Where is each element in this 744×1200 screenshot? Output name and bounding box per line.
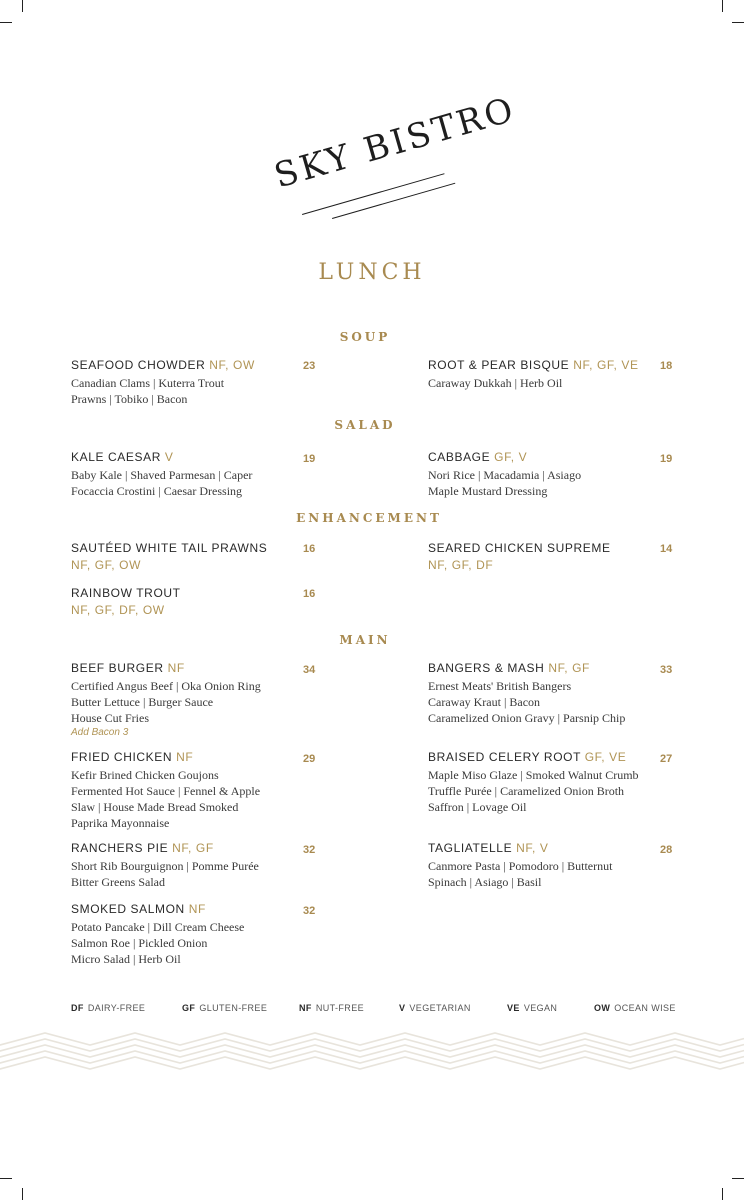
menu-item-root-pear-bisque — [428, 357, 653, 391]
dietary-tags: V — [164, 450, 174, 464]
item-price: 29 — [303, 753, 316, 765]
legend-code: DF — [71, 1003, 84, 1013]
menu-item-smoked-salmon — [71, 901, 296, 967]
dietary-tags: NF, OW — [209, 358, 255, 372]
dietary-tags: NF — [188, 902, 206, 916]
item-description: Canmore Pasta | Pomodoro | Butternut Spinach | Asiago | Basil — [428, 859, 613, 889]
legend-nf — [299, 1003, 364, 1013]
item-price: 18 — [660, 360, 673, 372]
item-price: 28 — [660, 844, 673, 856]
item-name — [428, 449, 653, 466]
crop-mark — [0, 22, 12, 23]
legend-code: VE — [507, 1003, 520, 1013]
dietary-tags: NF, GF, OW — [71, 558, 141, 572]
item-name-text: CABBAGE — [428, 450, 491, 464]
dietary-tags: NF, GF, VE — [573, 358, 639, 372]
item-description: Certified Angus Beef | Oka Onion Ring Butter Lettuce | Burger Sauce House Cut Fries — [71, 679, 261, 725]
legend-label: DAIRY-FREE — [87, 1003, 146, 1013]
item-name — [428, 357, 653, 374]
zigzag-line — [0, 1033, 744, 1045]
brand-logo-text: SKY BISTRO — [270, 89, 521, 197]
item-name: RAINBOW TROUT — [71, 586, 181, 600]
legend-label: VEGETARIAN — [409, 1003, 471, 1013]
legend-ow — [594, 1003, 676, 1013]
item-name-text: SEAFOOD CHOWDER — [71, 358, 206, 372]
menu-item-prawns — [71, 540, 296, 574]
item-name-text: TAGLIATELLE — [428, 841, 513, 855]
item-price: 16 — [303, 588, 316, 600]
crop-mark — [0, 1178, 12, 1179]
item-name — [428, 660, 653, 677]
item-price: 32 — [303, 844, 316, 856]
item-name — [71, 749, 296, 766]
item-price: 27 — [660, 753, 673, 765]
item-name — [71, 840, 296, 857]
legend-label: GLUTEN-FREE — [199, 1003, 268, 1013]
item-price: 34 — [303, 664, 316, 676]
dietary-tags: NF — [176, 750, 194, 764]
dietary-tags: GF, VE — [584, 750, 627, 764]
dietary-tags: NF, GF, DF, OW — [71, 603, 165, 617]
crop-mark — [22, 0, 23, 12]
legend-code: NF — [299, 1003, 312, 1013]
item-name — [71, 660, 296, 677]
item-name-text: BRAISED CELERY ROOT — [428, 750, 581, 764]
item-name-text: FRIED CHICKEN — [71, 750, 173, 764]
menu-item-tagliatelle — [428, 840, 653, 890]
legend-code: V — [399, 1003, 406, 1013]
item-description: Potato Pancake | Dill Cream Cheese Salmon Roe | Pickled Onion Micro Salad | Herb Oil — [71, 920, 245, 966]
dietary-tags: GF, V — [494, 450, 528, 464]
item-description: Canadian Clams | Kuterra Trout Prawns | Tobiko | Bacon — [71, 376, 225, 406]
crop-mark — [722, 1188, 723, 1200]
dietary-tags: NF — [167, 661, 185, 675]
item-name — [71, 449, 296, 466]
menu-item-beef-burger — [71, 660, 296, 738]
item-addon: Add Bacon 3 — [71, 727, 129, 738]
item-name-text: BEEF BURGER — [71, 661, 164, 675]
legend-gf — [182, 1003, 267, 1013]
zigzag-pattern — [0, 1025, 744, 1075]
section-title-enhancement: ENHANCEMENT — [296, 511, 442, 525]
crop-mark — [732, 22, 744, 23]
legend-code: GF — [182, 1003, 196, 1013]
legend-label: OCEAN WISE — [614, 1003, 676, 1013]
legend-v — [399, 1003, 471, 1013]
item-name — [71, 357, 291, 374]
menu-item-ranchers-pie — [71, 840, 296, 890]
item-name — [428, 840, 653, 857]
item-description: Caraway Dukkah | Herb Oil — [428, 376, 563, 390]
menu-title: LUNCH — [318, 260, 426, 285]
item-price: 32 — [303, 905, 316, 917]
section-title-main: MAIN — [339, 633, 391, 647]
item-name: SEARED CHICKEN SUPREME — [428, 541, 611, 555]
item-price: 14 — [660, 543, 673, 555]
menu-item-kale-caesar — [71, 449, 296, 499]
dietary-tags: NF, GF — [548, 661, 590, 675]
section-title-soup: SOUP — [339, 330, 391, 344]
item-price: 16 — [303, 543, 316, 555]
crop-mark — [732, 1178, 744, 1179]
item-name — [71, 901, 296, 918]
item-name-text: BANGERS & MASH — [428, 661, 545, 675]
item-price: 33 — [660, 664, 673, 676]
crop-mark — [722, 0, 723, 12]
legend-label: NUT-FREE — [315, 1003, 365, 1013]
dietary-tags: NF, GF — [172, 841, 214, 855]
menu-item-braised-celery-root — [428, 749, 656, 815]
menu-item-rainbow-trout — [71, 585, 296, 619]
item-price: 23 — [303, 360, 316, 372]
item-name — [428, 749, 656, 766]
menu-item-bangers-mash — [428, 660, 653, 726]
item-description: Baby Kale | Shaved Parmesan | Caper Focaccia Crostini | Caesar Dressing — [71, 468, 253, 498]
legend-ve — [507, 1003, 557, 1013]
menu-item-fried-chicken — [71, 749, 296, 831]
item-description: Ernest Meats' British Bangers Caraway Kraut | Bacon Caramelized Onion Gravy | Parsnip Chip — [428, 679, 626, 725]
legend-label: VEGAN — [523, 1003, 558, 1013]
item-price: 19 — [303, 453, 316, 465]
section-title-salad: SALAD — [334, 418, 396, 432]
menu-item-seafood-chowder — [71, 357, 291, 407]
menu-item-chicken-supreme — [428, 540, 653, 574]
crop-mark — [22, 1188, 23, 1200]
brand-logo — [270, 89, 521, 230]
dietary-tags: NF, V — [516, 841, 549, 855]
dietary-tags: NF, GF, DF — [428, 558, 494, 572]
legend-code: OW — [594, 1003, 611, 1013]
item-name-text: SMOKED SALMON — [71, 902, 185, 916]
legend-df — [71, 1003, 145, 1013]
item-name: SAUTÉED WHITE TAIL PRAWNS — [71, 541, 268, 555]
item-name-text: KALE CAESAR — [71, 450, 161, 464]
item-description: Maple Miso Glaze | Smoked Walnut Crumb Truffle Purée | Caramelized Onion Broth Saffron | Lovage Oil — [428, 768, 639, 814]
item-price: 19 — [660, 453, 673, 465]
item-name-text: RANCHERS PIE — [71, 841, 169, 855]
item-name-text: ROOT & PEAR BISQUE — [428, 358, 570, 372]
item-description: Nori Rice | Macadamia | Asiago Maple Mustard Dressing — [428, 468, 582, 498]
menu-item-cabbage — [428, 449, 653, 499]
item-description: Kefir Brined Chicken Goujons Fermented Hot Sauce | Fennel & Apple Slaw | House Made Bread Smoked Paprika Mayonnaise — [71, 768, 261, 830]
item-description: Short Rib Bourguignon | Pomme Purée Bitter Greens Salad — [71, 859, 259, 889]
